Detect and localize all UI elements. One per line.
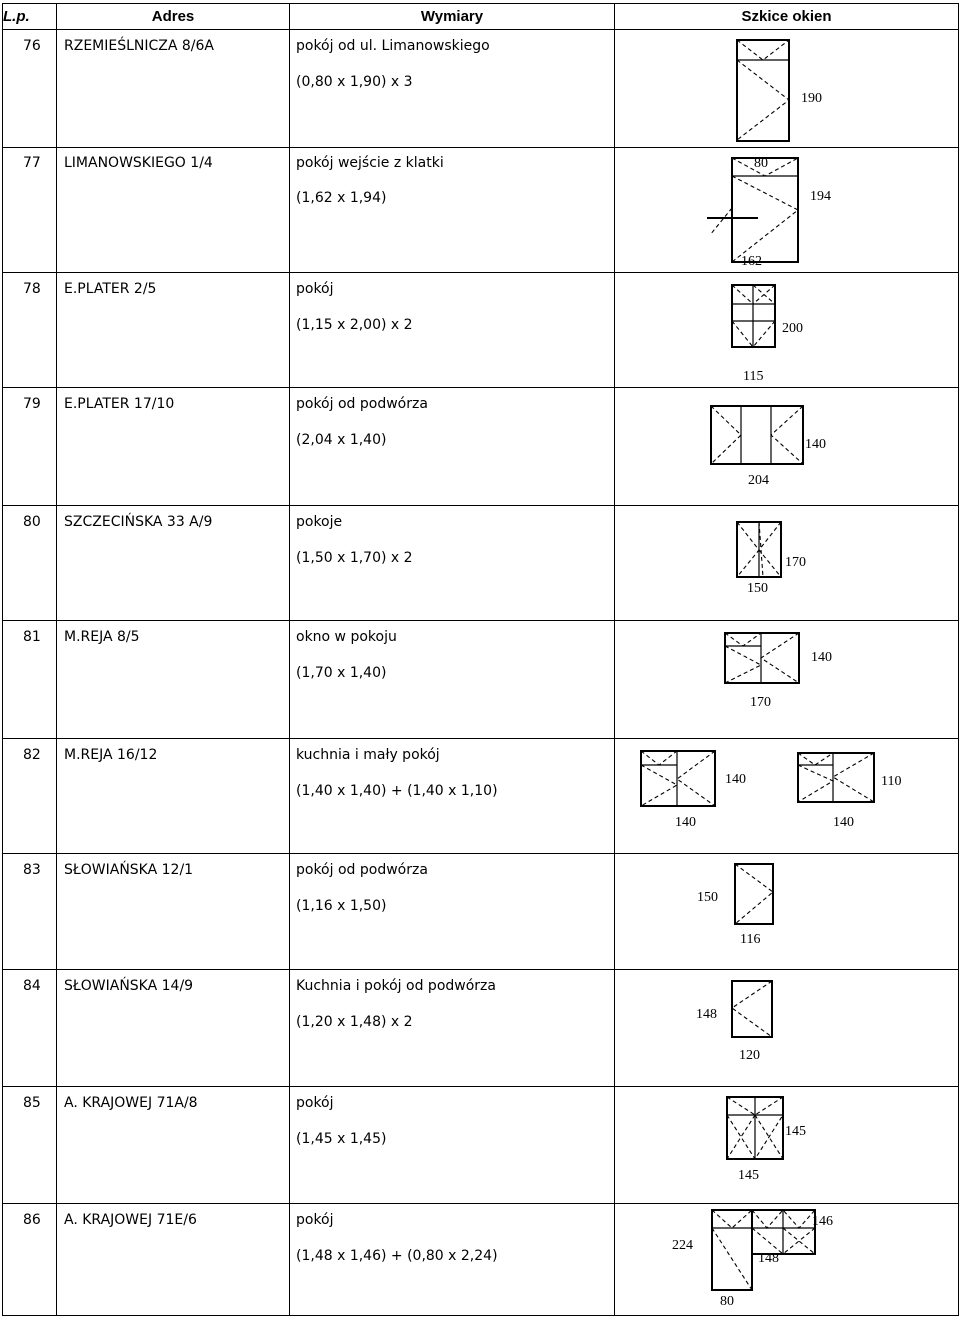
row-size: (1,70 x 1,40) <box>296 665 387 681</box>
table-row <box>3 388 959 506</box>
sketch-height-label: 190 <box>801 91 822 106</box>
table-row <box>3 506 959 621</box>
row-address: SŁOWIAŃSKA 12/1 <box>64 862 194 878</box>
row-address: E.PLATER 17/10 <box>64 396 175 412</box>
row-address: LIMANOWSKIEGO 1/4 <box>64 155 213 171</box>
sketch-height-label: 146 <box>812 1214 833 1229</box>
window-sketch <box>615 273 959 388</box>
row-lp: 81 <box>23 629 41 645</box>
row-size: (1,15 x 2,00) x 2 <box>296 317 413 333</box>
row-description: Kuchnia i pokój od podwórza <box>296 978 496 994</box>
row-description: pokój od ul. Limanowskiego <box>296 38 490 54</box>
row-lp: 85 <box>23 1095 41 1111</box>
row-address: E.PLATER 2/5 <box>64 281 157 297</box>
window-sketch <box>615 506 959 621</box>
table-row <box>3 30 959 148</box>
table-row <box>3 970 959 1087</box>
row-size: (1,50 x 1,70) x 2 <box>296 550 413 566</box>
sketch-width-label: 204 <box>748 473 769 488</box>
row-description: okno w pokoju <box>296 629 397 645</box>
row-size: (1,45 x 1,45) <box>296 1131 387 1147</box>
window-sketch <box>615 621 959 739</box>
window-sketch <box>615 30 959 171</box>
sketch-width-label: 140 <box>833 815 854 830</box>
sketch-height-label: 140 <box>805 437 826 452</box>
header-row <box>3 4 959 30</box>
row-lp: 82 <box>23 747 41 763</box>
row-description: pokój <box>296 1212 334 1228</box>
sketch-width-label: 120 <box>739 1048 760 1063</box>
table-row <box>3 739 959 854</box>
row-lp: 78 <box>23 281 41 297</box>
row-lp: 79 <box>23 396 41 412</box>
row-address: SŁOWIAŃSKA 14/9 <box>64 978 194 994</box>
row-lp: 76 <box>23 38 41 54</box>
sketch-height-label: 170 <box>785 555 806 570</box>
sketch-height-label: 194 <box>810 189 831 204</box>
row-address: RZEMIEŚLNICZA 8/6A <box>64 38 215 54</box>
header-dimensions: Wymiary <box>290 4 615 30</box>
sketch-width-label: 148 <box>758 1251 779 1266</box>
sketch-width-label: 140 <box>675 815 696 830</box>
row-description: pokój od podwórza <box>296 862 428 878</box>
window-sketch <box>615 148 959 273</box>
sketch-height-label: 224 <box>672 1238 693 1253</box>
sketch-width-label: 80 <box>754 156 768 171</box>
table-row <box>3 621 959 739</box>
window-sketch <box>615 1204 959 1316</box>
row-size: (1,16 x 1,50) <box>296 898 387 914</box>
sketch-height-label: 145 <box>785 1124 806 1139</box>
sketch-height-label: 110 <box>881 774 902 789</box>
sketch-width-label: 150 <box>747 581 768 596</box>
row-size: (0,80 x 1,90) x 3 <box>296 74 413 90</box>
table-row <box>3 854 959 970</box>
table-row <box>3 1087 959 1204</box>
header-lp: L.p. <box>3 4 57 30</box>
sketch-width-label: 170 <box>750 695 771 710</box>
header-address: Adres <box>57 4 290 30</box>
row-lp: 77 <box>23 155 41 171</box>
sketch-width-label: 80 <box>720 1294 734 1309</box>
row-description: pokój <box>296 281 334 297</box>
row-lp: 84 <box>23 978 41 994</box>
row-address: M.REJA 16/12 <box>64 747 158 763</box>
header-sketches: Szkice okien <box>615 4 959 30</box>
row-address: A. KRAJOWEJ 71A/8 <box>64 1095 198 1111</box>
table-row <box>3 148 959 273</box>
row-size: (1,62 x 1,94) <box>296 190 387 206</box>
sketch-height-label: 148 <box>696 1007 717 1022</box>
row-description: pokoje <box>296 514 343 530</box>
sketch-width-label: 115 <box>743 369 764 384</box>
row-size: (1,40 x 1,40) + (1,40 x 1,10) <box>296 783 498 799</box>
window-sketch <box>615 388 959 506</box>
row-size: (2,04 x 1,40) <box>296 432 387 448</box>
row-description: pokój od podwórza <box>296 396 428 412</box>
window-sketch <box>615 1087 959 1204</box>
row-address: M.REJA 8/5 <box>64 629 140 645</box>
row-size: (1,48 x 1,46) + (0,80 x 2,24) <box>296 1248 498 1264</box>
sketch-height-label: 140 <box>725 772 746 787</box>
row-address: SZCZECIŃSKA 33 A/9 <box>64 514 213 530</box>
windows-table <box>2 3 959 1316</box>
window-sketch <box>615 970 959 1087</box>
row-size: (1,20 x 1,48) x 2 <box>296 1014 413 1030</box>
row-description: pokój wejście z klatki <box>296 155 444 171</box>
row-address: A. KRAJOWEJ 71E/6 <box>64 1212 197 1228</box>
window-sketch <box>615 854 959 970</box>
sketch-height-label: 150 <box>697 890 718 905</box>
window-sketch <box>615 739 959 854</box>
table-row <box>3 1204 959 1316</box>
row-lp: 83 <box>23 862 41 878</box>
sketch-width-label: 145 <box>738 1168 759 1183</box>
table-row <box>3 273 959 388</box>
row-lp: 86 <box>23 1212 41 1228</box>
row-description: pokój <box>296 1095 334 1111</box>
row-description: kuchnia i mały pokój <box>296 747 440 763</box>
sketch-width-label: 116 <box>740 932 761 947</box>
sketch-height-label: 140 <box>811 650 832 665</box>
row-lp: 80 <box>23 514 41 530</box>
sketch-width-label: 162 <box>741 254 762 269</box>
sketch-height-label: 200 <box>782 321 803 336</box>
